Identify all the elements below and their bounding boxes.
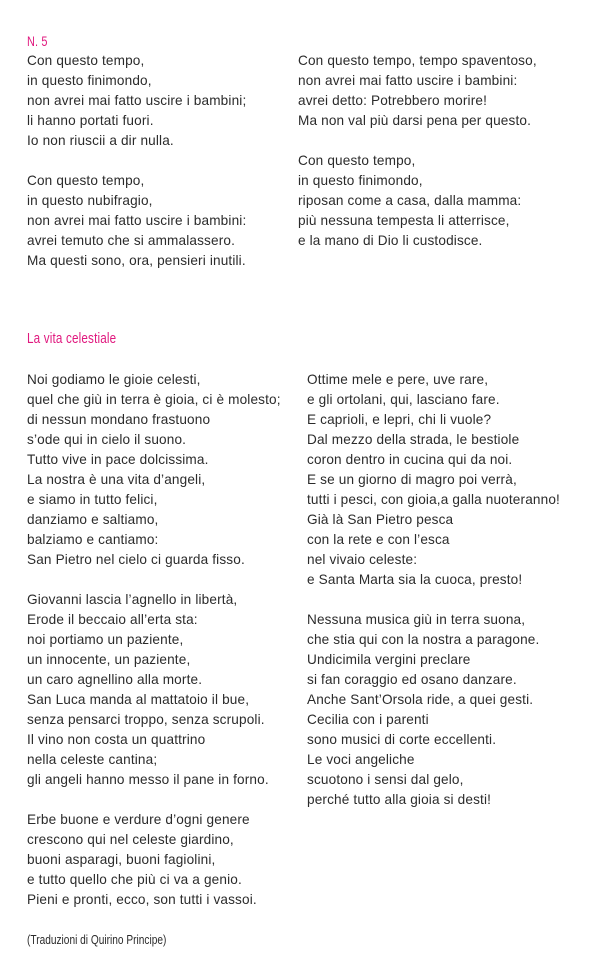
verse-line: Tutto vive in pace dolcissima. (27, 452, 209, 467)
verse-line: Pieni e pronti, ecco, son tutti i vassoi. (27, 892, 257, 907)
verse-line: in questo finimondo, (27, 73, 152, 88)
poem-column-right (298, 51, 537, 251)
verse-line: sono musici di corte eccellenti. (307, 732, 497, 747)
verse-line: Cecilia con i parenti (307, 712, 429, 727)
verse-line: e tutto quello che più ci va a genio. (27, 872, 242, 887)
stanza (27, 590, 281, 790)
verse-line: Io non riuscii a dir nulla. (27, 133, 174, 148)
verse-line: San Luca manda al mattatoio il bue, (27, 692, 250, 707)
stanza (27, 370, 281, 570)
verse-line: Noi godiamo le gioie celesti, (27, 372, 201, 387)
verse-line: Già là San Pietro pesca (307, 512, 454, 527)
poem-column-right (307, 370, 560, 810)
verse-line: San Pietro nel cielo ci guarda fisso. (27, 552, 245, 567)
verse-line: Con questo tempo, (298, 153, 416, 168)
verse-line: senza pensarci troppo, senza scrupoli. (27, 712, 265, 727)
verse-line: E caprioli, e lepri, chi li vuole? (307, 412, 492, 427)
stanza (27, 51, 246, 151)
verse-line: li hanno portati fuori. (27, 113, 154, 128)
verse-line: gli angeli hanno messo il pane in forno. (27, 772, 269, 787)
stanza (27, 171, 246, 271)
stanza (307, 370, 560, 590)
verse-line: noi portiamo un paziente, (27, 632, 184, 647)
verse-line: Ma questi sono, ora, pensieri inutili. (27, 253, 246, 268)
verse-line: s’ode qui in cielo il suono. (27, 432, 187, 447)
verse-line: in questo finimondo, (298, 173, 423, 188)
section-heading-vita-celestiale: La vita celestiale (27, 330, 117, 347)
verse-line: Ottime mele e pere, uve rare, (307, 372, 489, 387)
verse-line: Nessuna musica giù in terra suona, (307, 612, 526, 627)
verse-line: crescono qui nel celeste giardino, (27, 832, 234, 847)
stanza (298, 51, 537, 131)
verse-line: con la rete e con l’esca (307, 532, 450, 547)
verse-line: Erbe buone e verdure d’ogni genere (27, 812, 250, 827)
verse-line: Ma non val più darsi pena per questo. (298, 113, 532, 128)
verse-line: non avrei mai fatto uscire i bambini: (298, 73, 518, 88)
verse-line: avrei temuto che si ammalassero. (27, 233, 236, 248)
verse-line: Giovanni lascia l’agnello in libertà, (27, 592, 238, 607)
verse-line: La nostra è una vita d’angeli, (27, 472, 206, 487)
verse-line: nel vivaio celeste: (307, 552, 418, 567)
verse-line: e gli ortolani, qui, lasciano fare. (307, 392, 500, 407)
verse-line: un caro agnellino alla morte. (27, 672, 203, 687)
verse-line: avrei detto: Potrebbero morire! (298, 93, 488, 108)
translation-credit: (Traduzioni di Quirino Principe) (27, 932, 167, 947)
verse-line: buoni asparagi, buoni fagiolini, (27, 852, 216, 867)
verse-line: Con questo tempo, tempo spaventoso, (298, 53, 537, 68)
poem-column-left (27, 370, 281, 910)
verse-line: Dal mezzo della strada, le bestiole (307, 432, 520, 447)
verse-line: tutti i pesci, con gioia,a galla nuoteranno! (307, 492, 560, 507)
verse-line: e Santa Marta sia la cuoca, presto! (307, 572, 523, 587)
verse-line: Con questo tempo, (27, 173, 145, 188)
stanza (298, 151, 537, 251)
verse-line: nella celeste cantina; (27, 752, 158, 767)
verse-line: e la mano di Dio li custodisce. (298, 233, 483, 248)
verse-line: si fan coraggio ed osano danzare. (307, 672, 517, 687)
verse-line: Erode il beccaio all’erta sta: (27, 612, 198, 627)
verse-line: in questo nubifragio, (27, 193, 153, 208)
verse-line: riposan come a casa, dalla mamma: (298, 193, 522, 208)
verse-line: non avrei mai fatto uscire i bambini; (27, 93, 247, 108)
verse-line: un innocente, un paziente, (27, 652, 191, 667)
verse-line: perché tutto alla gioia si desti! (307, 792, 492, 807)
poem-column-left (27, 51, 246, 271)
verse-line: E se un giorno di magro poi verrà, (307, 472, 517, 487)
verse-line: di nessun mondano frastuono (27, 412, 211, 427)
section-heading-n5: N. 5 (27, 33, 48, 49)
verse-line: Le voci angeliche (307, 752, 415, 767)
verse-line: Undicimila vergini preclare (307, 652, 471, 667)
verse-line: Il vino non costa un quattrino (27, 732, 206, 747)
verse-line: Con questo tempo, (27, 53, 145, 68)
stanza (27, 810, 281, 910)
verse-line: e siamo in tutto felici, (27, 492, 158, 507)
verse-line: più nessuna tempesta li atterrisce, (298, 213, 510, 228)
verse-line: coron dentro in cucina qui da noi. (307, 452, 513, 467)
verse-line: che stia qui con la nostra a paragone. (307, 632, 540, 647)
stanza (307, 610, 560, 810)
verse-line: scuotono i sensi dal gelo, (307, 772, 464, 787)
verse-line: balziamo e cantiamo: (27, 532, 159, 547)
verse-line: non avrei mai fatto uscire i bambini: (27, 213, 247, 228)
verse-line: Anche Sant’Orsola ride, a quei gesti. (307, 692, 534, 707)
verse-line: danziamo e saltiamo, (27, 512, 159, 527)
verse-line: quel che giù in terra è gioia, ci è molesto; (27, 392, 281, 407)
